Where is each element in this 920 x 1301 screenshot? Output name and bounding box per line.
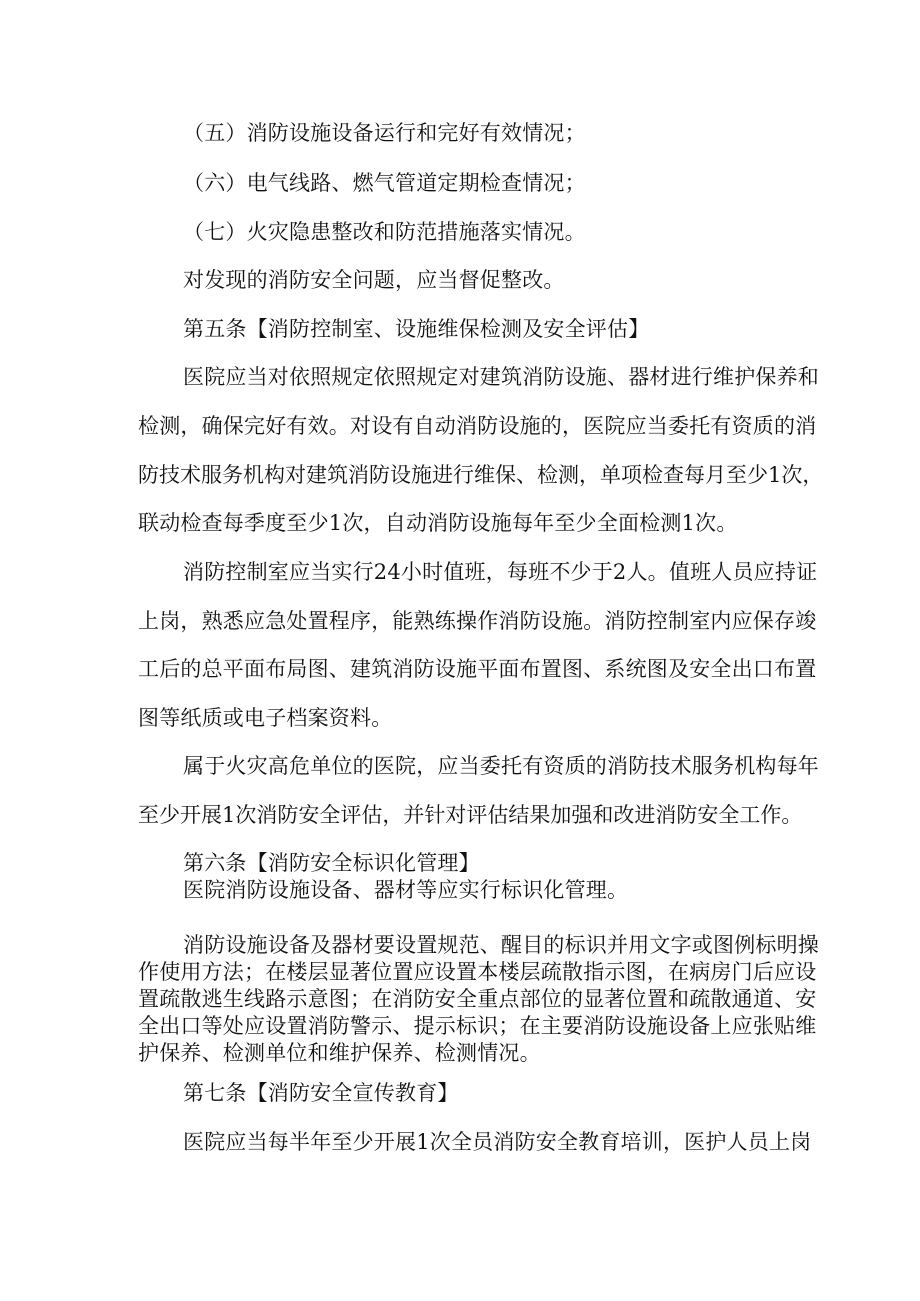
article-6-p1: 医院消防设施设备、器材等应实行标识化管理。 — [183, 878, 629, 902]
article-5-p1-line-4: 联动检查每季度至少1次，自动消防设施每年至少全面检测1次。 — [138, 511, 738, 535]
article-5-p2-line-1: 消防控制室应当实行24小时值班，每班不少于2人。值班人员应持证 — [183, 560, 818, 584]
article-7-p1-line-1: 医院应当每半年至少开展1次全员消防安全教育培训，医护人员上岗 — [183, 1130, 812, 1154]
list-item-5: （五）消防设施设备运行和完好有效情况； — [183, 121, 586, 145]
article-5-heading: 第五条【消防控制室、设施维保检测及安全评估】 — [183, 317, 650, 341]
paragraph-rectify: 对发现的消防安全问题，应当督促整改。 — [183, 268, 565, 292]
article-6-p2-line-1: 消防设施设备及器材要设置规范、醒目的标识并用文字或图例标明操 — [183, 933, 819, 957]
article-6-p2-line-2: 作使用方法；在楼层显著位置应设置本楼层疏散指示图，在病房门后应设 — [138, 960, 817, 984]
article-5-p3-line-2: 至少开展1次消防安全评估，并针对评估结果加强和改进消防安全工作。 — [138, 803, 803, 827]
article-6-heading: 第六条【消防安全标识化管理】 — [183, 851, 480, 875]
article-5-p2-line-4: 图等纸质或电子档案资料。 — [138, 706, 393, 730]
article-7-heading: 第七条【消防安全宣传教育】 — [183, 1081, 459, 1105]
article-5-p1-line-1: 医院应当对依照规定依照规定对建筑消防设施、器材进行维护保养和 — [183, 365, 819, 389]
article-6-p2-line-5: 护保养、检测单位和维护保养、检测情况。 — [138, 1041, 541, 1065]
article-5-p1-line-2: 检测，确保完好有效。对设有自动消防设施的，医院应当委托有资质的消 — [138, 414, 817, 438]
list-item-7: （七）火灾隐患整改和防范措施落实情况。 — [183, 220, 586, 244]
list-item-6: （六）电气线路、燃气管道定期检查情况； — [183, 171, 586, 195]
article-5-p3-line-1: 属于火灾高危单位的医院，应当委托有资质的消防技术服务机构每年 — [183, 754, 819, 778]
article-5-p2-line-3: 工后的总平面布局图、建筑消防设施平面布置图、系统图及安全出口布置 — [138, 657, 817, 681]
article-5-p1-line-3: 防技术服务机构对建筑消防设施进行维保、检测，单项检查每月至少1次， — [138, 463, 824, 487]
article-6-p2-line-4: 全出口等处应设置消防警示、提示标识；在主要消防设施设备上应张贴维 — [138, 1014, 817, 1038]
article-5-p2-line-2: 上岗，熟悉应急处置程序，能熟练操作消防设施。消防控制室内应保存竣 — [138, 609, 817, 633]
article-6-p2-line-3: 置疏散逃生线路示意图；在消防安全重点部位的显著位置和疏散通道、安 — [138, 987, 817, 1011]
